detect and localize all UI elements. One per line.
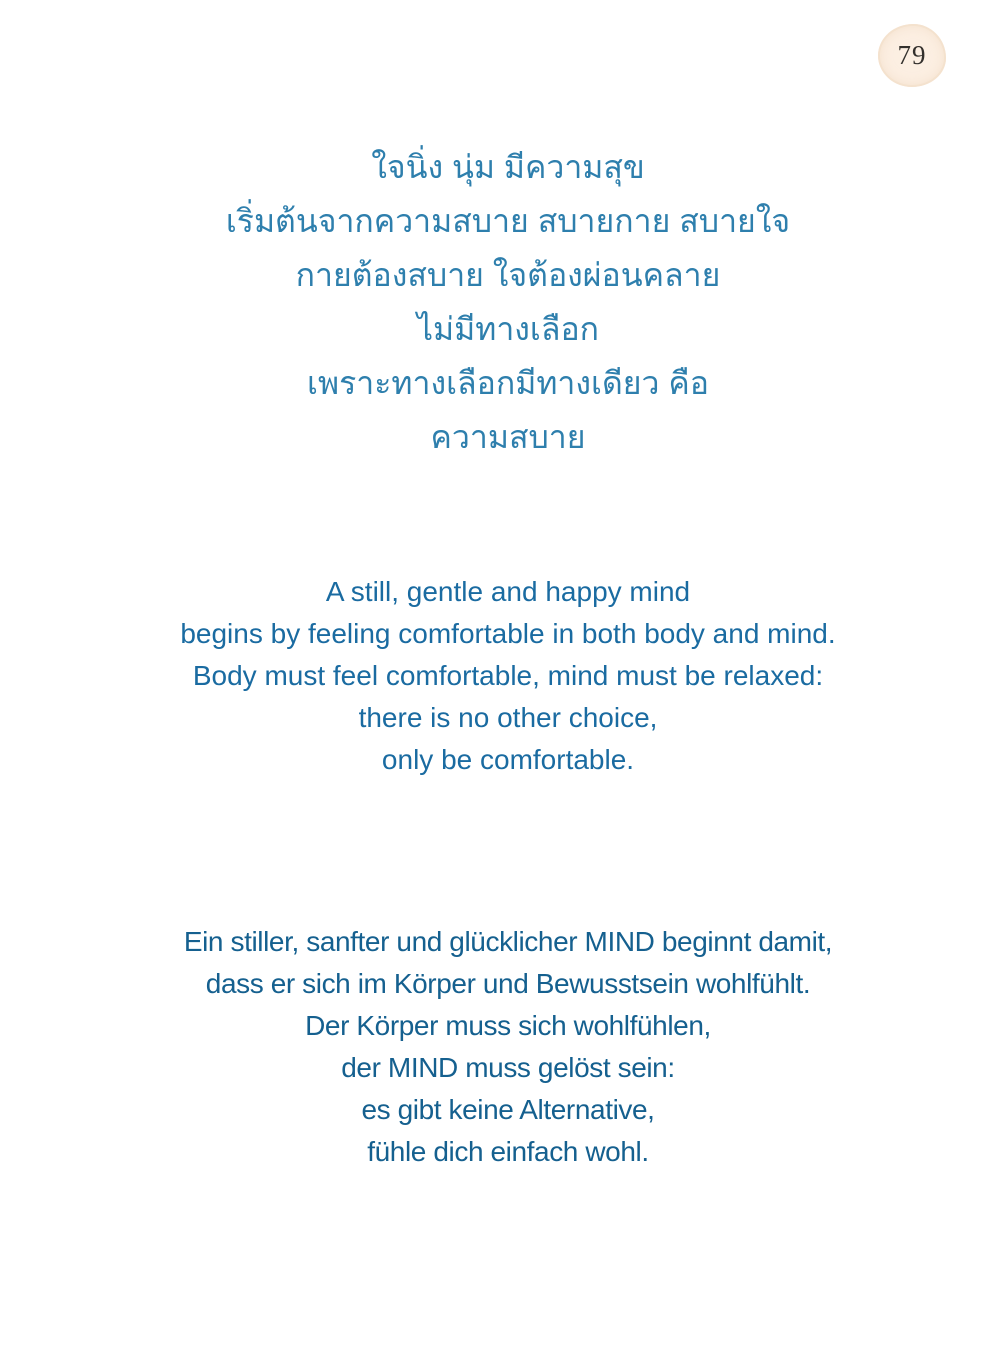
german-quote-line: dass er sich im Körper und Bewusstsein wohlfühlt. — [205, 968, 811, 999]
german-quote-line: der MIND muss gelöst sein: — [341, 1052, 675, 1083]
thai-quote-line: ความสบาย — [430, 419, 586, 455]
german-quote-line: es gibt keine Alternative, — [361, 1094, 655, 1125]
thai-quote-line: เริ่มต้นจากความสบาย สบายกาย สบายใจ — [225, 203, 791, 239]
english-quote-line: A still, gentle and happy mind — [325, 576, 691, 607]
german-quote-line: Ein stiller, sanfter und glücklicher MIND beginnt damit, — [183, 926, 833, 957]
thai-quote-line: กายต้องสบาย ใจต้องผ่อนคลาย — [295, 257, 721, 293]
page-number-badge — [878, 24, 946, 87]
english-quote-line: there is no other choice, — [358, 702, 658, 733]
thai-quote-line: ใจนิ่ง นุ่ม มีความสุข — [371, 149, 645, 185]
english-quote-line: only be comfortable. — [381, 744, 635, 775]
thai-quote-block — [8, 140, 1000, 464]
english-quote-block — [8, 571, 1000, 781]
page-number: 79 — [897, 40, 927, 70]
german-quote-line: fühle dich einfach wohl. — [367, 1136, 649, 1167]
thai-quote-line: ไม่มีทางเลือก — [416, 311, 600, 347]
german-quote-block — [8, 921, 1000, 1173]
thai-quote-line: เพราะทางเลือกมีทางเดียว คือ — [307, 365, 709, 401]
english-quote-line: begins by feeling comfortable in both body and mind. — [180, 618, 836, 649]
german-quote-line: Der Körper muss sich wohlfühlen, — [305, 1010, 711, 1041]
english-quote-line: Body must feel comfortable, mind must be relaxed: — [192, 660, 824, 691]
